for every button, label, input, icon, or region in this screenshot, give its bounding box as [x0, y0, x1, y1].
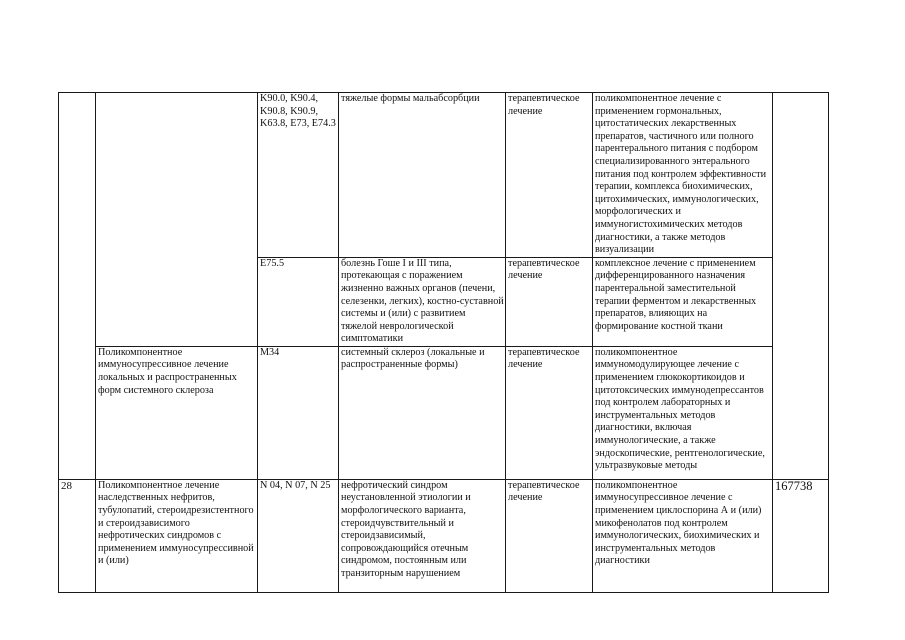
- table-row: [59, 93, 829, 258]
- treatment-method-cell: поликомпонентное лечение с применением гормональных, цитостатических лекарственных препаратов, частичного или полного парентерального питания с подбором специализированного энтерального питания под контролем эффективности терапии, комплекса биохимических, цитохимических, иммунологических, морфологических и иммуногистохимических методов диагностики, а также методов визуализации: [593, 93, 773, 258]
- treatment-method-cell: комплексное лечение с применением дифференцированного назначения парентеральной заместительной терапии ферментом и лекарственных препаратов, влияющих на формирование костной ткани: [593, 257, 773, 346]
- price-cell: 167738: [773, 479, 829, 592]
- patient-model-cell: системный склероз (локальные и распространенные формы): [339, 346, 506, 479]
- treatment-name-cell: Поликомпонентное иммуносупрессивное лечение локальных и распространенных форм системного склероза: [96, 346, 258, 479]
- treatment-name-cell: Поликомпонентное лечение наследственных нефритов, тубулопатий, стероидрезистентного и стероидзависимого нефротических синдромов с применением иммуносупрессивной и (или): [96, 479, 258, 592]
- treatment-method-cell: поликомпонентное иммуномодулирующее лечение с применением глюкокортикоидов и цитотоксических иммунодепрессантов под контролем лабораторных и инструментальных методов диагностики, включая иммунологические, а также эндоскопические, рентгенологические, ультразвуковые методы: [593, 346, 773, 479]
- treatment-type-cell: терапевтическое лечение: [506, 257, 593, 346]
- icd-codes-cell: E75.5: [258, 257, 339, 346]
- treatment-type-cell: терапевтическое лечение: [506, 346, 593, 479]
- treatment-method-cell: поликомпонентное иммуносупрессивное лечение с применением циклоспорина А и (или) микофенолатов под контролем иммунологических, биохимических и инструментальных методов диагностики: [593, 479, 773, 592]
- row-number-cell: [59, 93, 96, 480]
- patient-model-cell: тяжелые формы мальабсорбции: [339, 93, 506, 258]
- patient-model-cell: болезнь Гоше I и III типа, протекающая с поражением жизненно важных органов (печени, селезенки, легких), костно-суставной системы и (или) с развитием тяжелой неврологической симптоматики: [339, 257, 506, 346]
- treatment-table: [58, 92, 829, 593]
- table-row: [59, 346, 829, 479]
- patient-model-cell: нефротический синдром неустановленной этиологии и морфологического варианта, стероидчувствительный и стероидзависимый, сопровождающийся отечным синдромом, постоянным или транзиторным нарушением: [339, 479, 506, 592]
- treatment-name-cell: [96, 93, 258, 347]
- treatment-type-cell: терапевтическое лечение: [506, 479, 593, 592]
- icd-codes-cell: K90.0, K90.4, K90.8, K90.9, K63.8, E73, E74.3: [258, 93, 339, 258]
- table-row: [59, 479, 829, 592]
- treatment-type-cell: терапевтическое лечение: [506, 93, 593, 258]
- icd-codes-cell: N 04, N 07, N 25: [258, 479, 339, 592]
- price-cell: [773, 93, 829, 480]
- row-number-cell: 28: [59, 479, 96, 592]
- icd-codes-cell: M34: [258, 346, 339, 479]
